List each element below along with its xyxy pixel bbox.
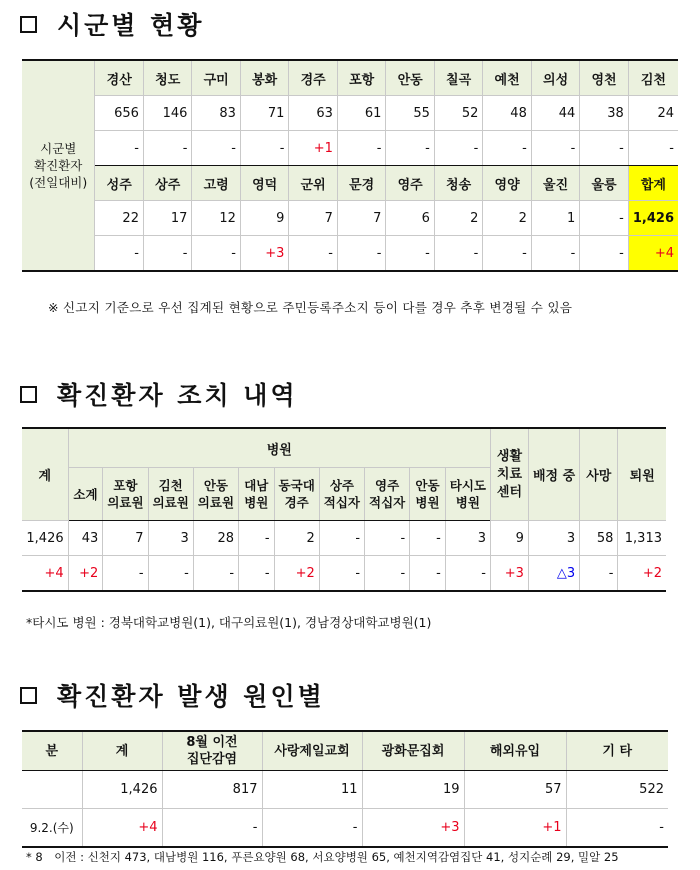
hospital-header: 대남 병원	[239, 468, 275, 521]
table-row	[22, 131, 678, 166]
cause-change: +3	[362, 809, 464, 848]
region-header: 의성	[531, 60, 579, 96]
region-change: -	[531, 236, 579, 272]
pre-august-cluster-header: 8월 이전 집단감염	[162, 731, 262, 771]
region-header: 울진	[531, 166, 579, 201]
hospital-header: 안동 의료원	[193, 468, 238, 521]
region-total: 48	[483, 96, 531, 131]
action-change: △3	[528, 556, 579, 592]
other-header: 기 타	[566, 731, 668, 771]
table-row	[22, 96, 678, 131]
cause-change: -	[162, 809, 262, 848]
overseas-header: 해외유입	[464, 731, 566, 771]
total-header: 계	[82, 731, 162, 771]
table-row	[22, 521, 666, 556]
assigning-header: 배정 중	[528, 428, 579, 521]
action-total: 9	[491, 521, 529, 556]
action-total: 3	[148, 521, 193, 556]
empty-square-icon	[20, 16, 37, 33]
side-label: 시군별 확진환자 (전일대비)	[22, 60, 95, 271]
action-change: -	[365, 556, 410, 592]
table-row	[22, 166, 678, 201]
church-header: 사랑제일교회	[262, 731, 362, 771]
region-total: 52	[434, 96, 482, 131]
cause-total: 1,426	[82, 771, 162, 809]
cause-note: * 8 이전 : 신천지 473, 대남병원 116, 푸른요양원 68, 서요양병원 65, 예천지역감염집단 41, 성지순례 29, 밀알 25	[26, 850, 619, 864]
region-change: -	[628, 131, 678, 166]
region-change: -	[192, 131, 240, 166]
region-total: 17	[143, 201, 191, 236]
action-total: -	[410, 521, 446, 556]
region-change: +1	[289, 131, 337, 166]
region-total: 146	[143, 96, 191, 131]
region-note: ※ 신고지 기준으로 우선 집계된 현황으로 주민등록주소지 등이 다를 경우 추후 변경될 수 있음	[48, 300, 573, 315]
action-total: 2	[274, 521, 319, 556]
empty-square-icon	[20, 687, 37, 704]
region-change: -	[386, 236, 434, 272]
region-total: 38	[580, 96, 628, 131]
action-total: -	[365, 521, 410, 556]
region-change: -	[483, 131, 531, 166]
section-title-causes: 확진환자 발생 원인별	[20, 677, 325, 713]
table-row	[22, 236, 678, 272]
region-header: 김천	[628, 60, 678, 96]
table-row	[22, 771, 668, 809]
action-change: -	[193, 556, 238, 592]
region-change: -	[434, 236, 482, 272]
region-change: -	[483, 236, 531, 272]
region-total: 1	[531, 201, 579, 236]
region-change: -	[580, 236, 628, 272]
region-header: 영덕	[240, 166, 288, 201]
region-change: -	[240, 131, 288, 166]
action-total: 58	[580, 521, 618, 556]
action-total: -	[239, 521, 275, 556]
action-change: -	[103, 556, 148, 592]
hospital-header: 동국대 경주	[274, 468, 319, 521]
region-status-table	[22, 59, 678, 272]
subtotal-header: 소계	[68, 468, 103, 521]
table-row	[22, 809, 668, 848]
action-total: 1,426	[22, 521, 68, 556]
hospital-header: 타시도 병원	[445, 468, 490, 521]
region-total: 83	[192, 96, 240, 131]
action-change: +3	[491, 556, 529, 592]
action-change: -	[410, 556, 446, 592]
actions-table	[22, 427, 666, 592]
region-change: -	[337, 236, 385, 272]
action-change: -	[580, 556, 618, 592]
region-total: 12	[192, 201, 240, 236]
action-change: -	[148, 556, 193, 592]
region-change: -	[434, 131, 482, 166]
region-total: 71	[240, 96, 288, 131]
region-total: 9	[240, 201, 288, 236]
hospital-header: 김천 의료원	[148, 468, 193, 521]
section-title-region-status: 시군별 현황	[20, 6, 204, 42]
table-row	[22, 556, 666, 592]
table-row	[22, 201, 678, 236]
region-header: 영주	[386, 166, 434, 201]
discharged-header: 퇴원	[618, 428, 666, 521]
cause-total: 19	[362, 771, 464, 809]
region-change: -	[531, 131, 579, 166]
region-header: 상주	[143, 166, 191, 201]
region-header: 안동	[386, 60, 434, 96]
region-change: -	[337, 131, 385, 166]
hospital-header: 안동 병원	[410, 468, 446, 521]
cause-change: +4	[82, 809, 162, 848]
action-change: -	[319, 556, 364, 592]
region-total: 55	[386, 96, 434, 131]
action-change: +2	[68, 556, 103, 592]
region-total: 656	[95, 96, 143, 131]
action-total: 7	[103, 521, 148, 556]
region-total: 7	[289, 201, 337, 236]
region-header: 문경	[337, 166, 385, 201]
region-change: -	[192, 236, 240, 272]
region-header: 청도	[143, 60, 191, 96]
region-total: 7	[337, 201, 385, 236]
region-header: 군위	[289, 166, 337, 201]
cause-total: 522	[566, 771, 668, 809]
region-change: -	[143, 236, 191, 272]
region-header: 울릉	[580, 166, 628, 201]
region-header: 영천	[580, 60, 628, 96]
region-change: -	[580, 131, 628, 166]
death-header: 사망	[580, 428, 618, 521]
action-total: 28	[193, 521, 238, 556]
region-total: 2	[434, 201, 482, 236]
table-row	[22, 731, 668, 771]
region-header: 예천	[483, 60, 531, 96]
region-total: 61	[337, 96, 385, 131]
region-change: -	[143, 131, 191, 166]
action-total: 3	[528, 521, 579, 556]
action-change: +4	[22, 556, 68, 592]
region-header: 청송	[434, 166, 482, 201]
region-total: 24	[628, 96, 678, 131]
category-header: 분	[22, 731, 82, 771]
hospital-header: 포항 의료원	[103, 468, 148, 521]
total-header: 합계	[628, 166, 678, 201]
cause-change: -	[566, 809, 668, 848]
section-title-actions: 확진환자 조치 내역	[20, 376, 298, 412]
region-total: 6	[386, 201, 434, 236]
empty-square-icon	[20, 386, 37, 403]
cause-change: +1	[464, 809, 566, 848]
cause-change: -	[262, 809, 362, 848]
region-header: 경산	[95, 60, 143, 96]
region-total: 2	[483, 201, 531, 236]
action-total: 3	[445, 521, 490, 556]
region-total: 44	[531, 96, 579, 131]
cause-total: 57	[464, 771, 566, 809]
action-change: +2	[274, 556, 319, 592]
row-label-date: 9.2.(수)	[22, 809, 82, 848]
total-header: 계	[22, 428, 68, 521]
region-header: 고령	[192, 166, 240, 201]
action-total: -	[319, 521, 364, 556]
region-total: 22	[95, 201, 143, 236]
region-header: 봉화	[240, 60, 288, 96]
action-change: -	[239, 556, 275, 592]
region-header: 포항	[337, 60, 385, 96]
region-header: 성주	[95, 166, 143, 201]
action-total: 43	[68, 521, 103, 556]
region-header: 영양	[483, 166, 531, 201]
table-row	[22, 428, 666, 468]
table-row	[22, 60, 678, 96]
region-header: 경주	[289, 60, 337, 96]
action-change: -	[445, 556, 490, 592]
cause-total: 817	[162, 771, 262, 809]
causes-table	[22, 730, 668, 848]
region-header: 칠곡	[434, 60, 482, 96]
region-header: 구미	[192, 60, 240, 96]
region-change: -	[95, 131, 143, 166]
cause-total: 11	[262, 771, 362, 809]
gwanghwamun-header: 광화문집회	[362, 731, 464, 771]
hospital-header: 영주 적십자	[365, 468, 410, 521]
hospital-group-header: 병원	[68, 428, 490, 468]
region-change: +3	[240, 236, 288, 272]
living-center-header: 생활 치료 센터	[491, 428, 529, 521]
row-label	[22, 771, 82, 809]
action-total: 1,313	[618, 521, 666, 556]
region-total: -	[580, 201, 628, 236]
action-change: +2	[618, 556, 666, 592]
region-change: -	[289, 236, 337, 272]
region-change: -	[95, 236, 143, 272]
region-total: 63	[289, 96, 337, 131]
hospital-header: 상주 적십자	[319, 468, 364, 521]
grand-total: 1,426	[628, 201, 678, 236]
hospital-note: *타시도 병원 : 경북대학교병원(1), 대구의료원(1), 경남경상대학교병원(1)	[26, 615, 432, 630]
region-change: -	[386, 131, 434, 166]
grand-total-change: +4	[628, 236, 678, 272]
